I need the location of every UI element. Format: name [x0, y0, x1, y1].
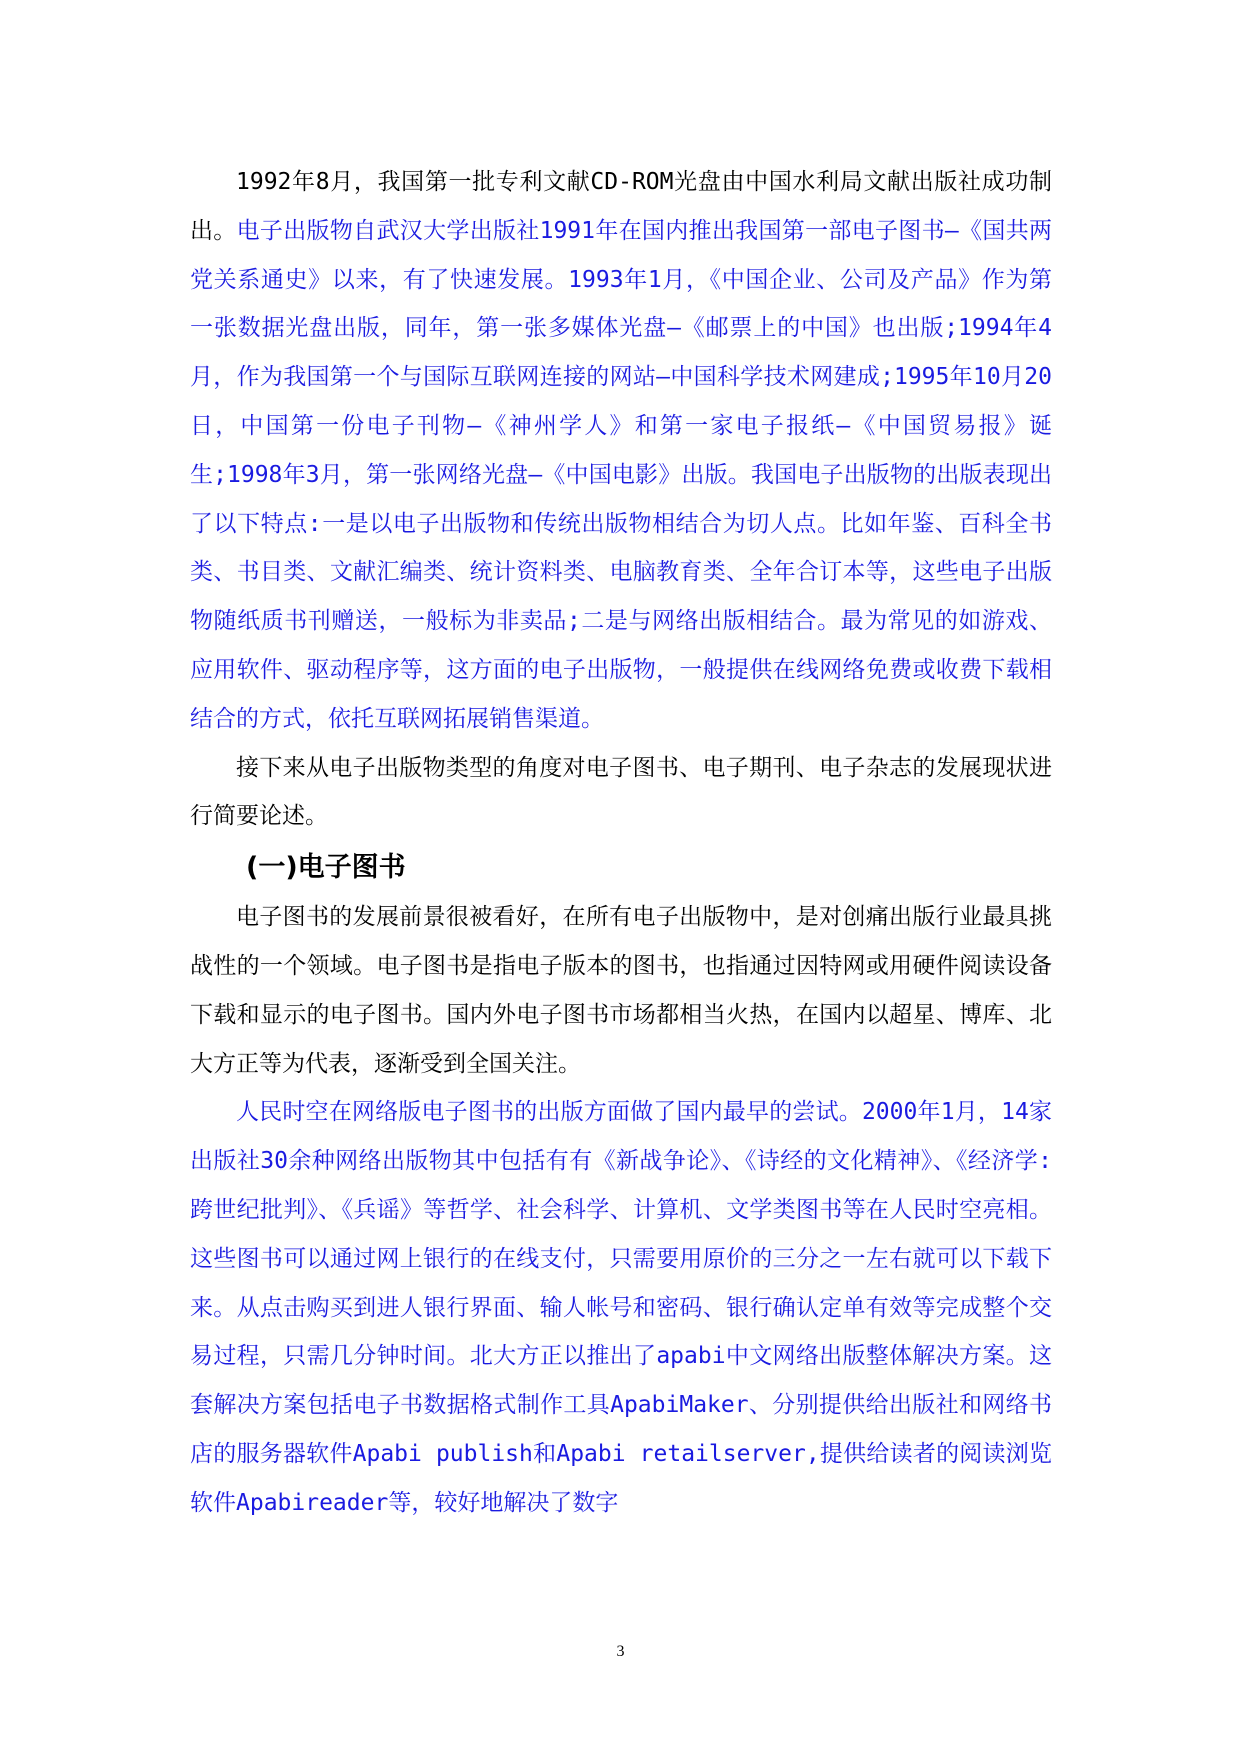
paragraph-3	[190, 893, 1052, 1088]
paragraph-2-text: 接下来从电子出版物类型的角度对电子图书、电子期刊、电子杂志的发展现状进行简要论述。	[190, 754, 1052, 830]
paragraph-1-blue-text: 电子出版物自武汉大学出版社1991年在国内推出我国第一部电子图书—《国共两党关系通史》以来，有了快速发展。1993年1月，《中国企业、公司及产品》作为第一张数据光盘出版，同年，第一张多媒体光盘—《邮票上的中国》也出版;1994年4月，作为我国第一个与国际互联网连接的网站—中国科学技术网建成;1995年10月20日，中国第一份电子刊物—《神州学人》和第一家电子报纸—《中国贸易报》诞生;1998年3月，第一张网络光盘—《中国电影》出版。我国电子出版物的出版表现出了以下特点:一是以电子出版物和传统出版物相结合为切人点。比如年鉴、百科全书类、书目类、文献汇编类、统计资料类、电脑教育类、全年合订本等，这些电子出版物随纸质书刊赠送，一般标为非卖品;二是与网络出版相结合。最为常见的如游戏、应用软件、驱动程序等，这方面的电子出版物，一般提供在线网络免费或收费下载相结合的方式，依托互联网拓展销售渠道。	[190, 217, 1052, 732]
section-heading: (一)电子图书	[246, 852, 406, 884]
paragraph-4-text: 人民时空在网络版电子图书的出版方面做了国内最早的尝试。2000年1月，14家出版社30余种网络出版物其中包括有有《新战争论》、《诗经的文化精神》、《经济学:跨世纪批判》、《兵谣》等哲学、社会科学、计算机、文学类图书等在人民时空亮相。这些图书可以通过网上银行的在线支付，只需要用原价的三分之一左右就可以下载下来。从点击购买到进人银行界面、输人帐号和密码、银行确认定单有效等完成整个交易过程，只需几分钟时间。北大方正以推出了apabi中文网络出版整体解决方案。这套解决方案包括电子书数据格式制作工具ApabiMaker、分别提供给出版社和网络书店的服务器软件Apabi publish和Apabi retailserver,提供给读者的阅读浏览软件Apabireader等，较好地解决了数字	[190, 1099, 1052, 1516]
document-body	[190, 158, 1052, 1528]
paragraph-1-black-text: 1992年8月，我国第一批专利文献CD-ROM光盘由中国水利局文献出版社成功制出。	[190, 169, 1052, 244]
paragraph-2	[190, 744, 1052, 842]
paragraph-1	[190, 158, 1052, 744]
paragraph-3-text: 电子图书的发展前景很被看好，在所有电子出版物中，是对创痛出版行业最具挑战性的一个领域。电子图书是指电子版本的图书，也指通过因特网或用硬件阅读设备下载和显示的电子图书。国内外电子图书市场都相当火热，在国内以超星、博库、北大方正等为代表，逐渐受到全国关注。	[190, 904, 1052, 1077]
paragraph-4	[190, 1088, 1052, 1527]
page-number: 3	[616, 1643, 625, 1660]
